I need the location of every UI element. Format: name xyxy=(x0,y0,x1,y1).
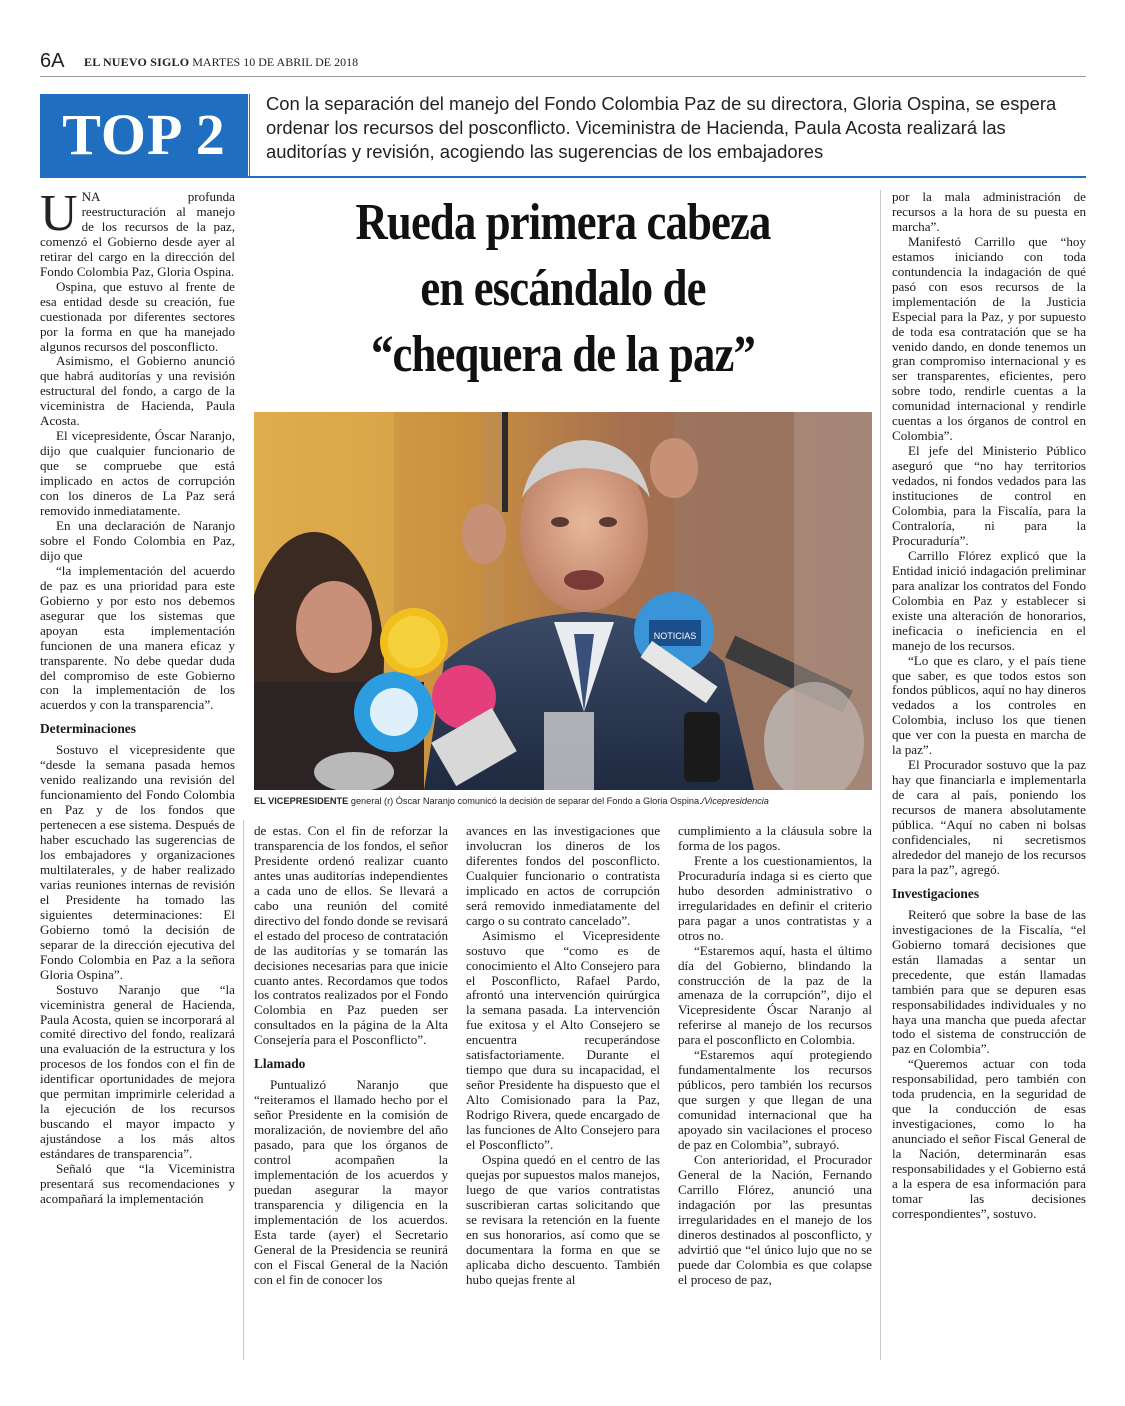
paragraph: “Lo que es claro, y el país tiene que saber, es que todos estos son fondos públicos, aquí no hay dineros vedados a los controles en Colombia, incluso los que tienen que ver con la puesta en marcha de la paz”. xyxy=(892,652,1086,758)
photo-caption xyxy=(254,796,872,806)
paragraph: “la implementación del acuerdo de paz es una prioridad para este Gobierno y por esto nos debemos asegurar que los sistemas que apoyan esta implementación funcionen de una manera eficaz y transparente. No debe quedar duda del compromiso de este Gobierno con la implementación de los acuerdos y con la transparencia”. xyxy=(40,562,235,713)
paragraph: El jefe del Ministerio Público aseguró que “no hay territorios vedados, ni fondos vedados para las instituciones de control en Colombia, para la Fiscalía, para la Contraloría, ni para la Procuraduría”. xyxy=(892,443,1086,548)
paragraph: Sostuvo el vicepresidente que “desde la semana pasada hemos venido realizando una revisión del funcionamiento del Fondo Colombia en Paz y de los fondos que pertenecen a ese sistema. Después de haber escuchado las sugerencias de los embajadores y organizaciones multilaterales, y de haber realizado varias reuniones internas de revisión el Presidente ha tomado las siguientes determinaciones: El Gobierno tomó la decisión de separar de la dirección ejecutiva del Fondo Colombia en Paz a la señora Gloria Ospina”. xyxy=(40,742,235,982)
paragraph: Ospina quedó en el centro de las quejas por supuestos malos manejos, luego de que varios contratistas suscribieran cartas solicitando que se revisara la retención en la fuente en sus honorarios, así como que se documentara la forma en que se aplicaba dicho descuento. También hubo quejas frente al xyxy=(466,1151,660,1287)
paragraph: Puntualizó Naranjo que “reiteramos el llamado hecho por el señor Presidente en la comisión de moralización, de noviembre del año pasado, para que los órganos de control acompañen la implementación de los acuerdos y puedan asegurar la mayor transparencia y diligencia en la implementación de los acuerdos. Esta tarde (ayer) el Secretario General de la Presidencia se reunirá con el Fiscal General de la Nación con el fin de conocer los xyxy=(254,1077,448,1287)
photo-illustration xyxy=(254,412,872,790)
mic-label: NOTICIAS xyxy=(653,631,697,641)
column-rule xyxy=(880,190,881,1360)
drop-cap: U xyxy=(40,185,78,242)
paragraph: Asimismo el Vicepresidente sostuvo que “como es de conocimiento el Alto Consejero para el Posconflicto, Rafael Pardo, afrontó una intervención quirúrgica la semana pasada. La intervención fue exitosa y el Alto Consejero se encuentra recuperándose satisfactoriamente. Durante el tiempo que dura su incapacidad, el señor Presidente ha dispuesto que el Alto Comisionado para la Paz, Rodrigo Rivera, quede encargado de las funciones de Alto Consejero para el Posconflicto”. xyxy=(466,927,660,1153)
headline-line-2: en escándalo de xyxy=(420,260,706,317)
photo-credit: /Vicepresidencia xyxy=(701,796,769,806)
headline-line-1: Rueda primera cabeza xyxy=(355,194,771,251)
paragraph: cumplimiento a la cláusula sobre la forma de los pagos. xyxy=(678,823,872,853)
paragraph: “Estaremos aquí, hasta el último día del Gobierno, blindando la construcción de la paz de la amenaza de la corrupción”, dijo el Vicepresidente Óscar Naranjo al referirse al manejo de los recursos para el posconflicto en Colombia. xyxy=(678,942,872,1048)
lead-paragraph: UNA profunda reestructuración al manejo de los recursos de la paz, comenzó el Gobierno desde ayer al retirar del cargo en la dirección del Fondo Colombia Paz, Gloria Ospina. xyxy=(40,185,235,279)
section-badge: TOP 2 xyxy=(40,94,248,176)
paragraph: Reiteró que sobre la base de las investigaciones de la Fiscalía, “el Gobierno tomará decisiones que están llamadas a sentar un precedente, que están llamadas también para que se depuren esas responsabilidades individuales y no haya una mancha que pueda afectar todo el sistema de construcción de paz en Colombia”. xyxy=(892,906,1086,1057)
article-column-3 xyxy=(466,824,660,1288)
paragraph: Manifestó Carrillo que “hoy estamos iniciando con toda contundencia la indagación de qué pasó con esos recursos de la implementación de la Justicia Especial para la Paz, y por supuesto de toda esa contratación que se ha venido dando, en donde tenemos un gran compromiso internacional y es ser transparentes, eficientes, pero sobre todo, rendirle cuentas a la comunidad internacional y rendirle cuentas a los órganos de control en Colombia”. xyxy=(892,233,1086,444)
subheading-investigaciones: Investigaciones xyxy=(892,885,980,901)
issue-date: MARTES 10 DE ABRIL DE 2018 xyxy=(192,55,359,69)
paragraph: Ospina, que estuvo al frente de esa entidad desde su creación, fue cuestionada por diferentes sectores por la forma en que ha manejado algunos recursos del posconflicto. xyxy=(40,278,235,354)
column-rule xyxy=(243,820,244,1360)
paragraph: por la mala administración de recursos a la hora de su puesta en marcha”. xyxy=(892,189,1086,234)
deck-rule xyxy=(40,176,1086,178)
paragraph: Señaló que “la Viceministra presentará sus recomendaciones y acompañará la implementación xyxy=(40,1161,235,1206)
paragraph: En una declaración de Naranjo sobre el Fondo Colombia en Paz, dijo que xyxy=(40,517,235,563)
paragraph: Frente a los cuestionamientos, la Procuraduría indaga si es cierto que hubo desorden administrativo o irregularidades en definir el criterio para pagar a unos contratistas y a otros no. xyxy=(678,852,872,943)
headline-line-3: “chequera de la paz” xyxy=(370,326,756,383)
paragraph: Asimismo, el Gobierno anunció que habrá auditorías y una revisión estructural del fondo, a cargo de la viceministra de Hacienda, Paula Acosta. xyxy=(40,353,235,429)
paragraph: “Queremos actuar con toda responsabilidad, pero también con toda prudencia, en la seguridad de que la conducción de esas investigaciones, como lo ha anunciado el señor Fiscal General de la Nación, determinarán esas responsabilidades y el Gobierno está a la espera de esa información para tomar las decisiones correspondientes”, sostuvo. xyxy=(892,1056,1086,1221)
news-photo xyxy=(254,412,872,790)
deck-divider xyxy=(249,94,250,176)
article-column-4 xyxy=(678,824,872,1288)
article-column-2 xyxy=(254,824,448,1288)
caption-text: general (r) Óscar Naranjo comunicó la decisión de separar del Fondo a Gloria Ospina. xyxy=(348,796,702,806)
article-column-5 xyxy=(892,190,1086,1222)
paragraph: El vicepresidente, Óscar Naranjo, dijo que cualquier funcionario de que se compruebe que está implicado en actos de corrupción con los dineros de La Paz será removido inmediatamente. xyxy=(40,428,235,519)
header-rule xyxy=(40,76,1086,77)
subheading-llamado: Llamado xyxy=(254,1056,306,1072)
headline xyxy=(297,190,828,388)
masthead xyxy=(84,55,358,70)
paragraph: Sostuvo Naranjo que “la viceministra general de Hacienda, Paula Acosta, quien se incorporará al comité directivo del fondo, realizará una evaluación de la estructura y los procesos de los fondos con el fin de identificar oportunidades de mejora que permitan imprimirle celeridad a la ejecución de los recursos buscando el mayor impacto y ajustándose a los más altos estándares de transparencia”. xyxy=(40,981,235,1162)
paragraph: Con anterioridad, el Procurador General de la Nación, Fernando Carrillo Flórez, anunció una indagación por las presuntas irregularidades en el manejo de los dineros destinados al posconflicto, y advirtió que “el único lujo que no se puede dar Colombia es que colapse el proceso de paz, xyxy=(678,1151,872,1287)
page-number: 6A xyxy=(40,50,65,72)
paragraph: “Estaremos aquí protegiendo fundamentalmente los recursos públicos, pero también los recursos que surgen y que llegan de una comunidad internacional que ha apoyado sin vacilaciones el proceso de paz en Colombia”, subrayó. xyxy=(678,1047,872,1153)
article-deck: Con la separación del manejo del Fondo Colombia Paz de su directora, Gloria Ospina, se espera ordenar los recursos del posconflicto. Viceministra de Hacienda, Paula Acosta realizará las auditorías y revisión, acogiendo las sugerencias de los embajadores xyxy=(266,93,1057,162)
paragraph: de estas. Con el fin de reforzar la transparencia de los fondos, el señor Presidente ordenó realizar cuanto antes unas auditorías independientes a cada uno de ellos. Se llevará a cabo una reunión del comité directivo del fondo donde se revisará el estado del proceso de contratación de las auditorías y se tomarán las decisiones necesarias para que inicie cuanto antes. Recordamos que todos los contratos realizados por el Fondo Colombia en Paz pueden ser consultados en la página de la Alta Consejería para el Posconflicto”. xyxy=(254,823,448,1048)
caption-lead: EL VICEPRESIDENTE xyxy=(254,796,349,806)
paragraph: Carrillo Flórez explicó que la Entidad inició indagación preliminar para analizar los contratos del Fondo Colombia en Paz y establecer si existe una alteración de honorarios, ineficacia o ineficiencia en el manejo de los recursos. xyxy=(892,547,1086,653)
publication-name: EL NUEVO SIGLO xyxy=(84,55,190,69)
article-column-1 xyxy=(40,185,235,1207)
paragraph: El Procurador sostuvo que la paz hay que financiarla e implementarla de cara al país, poniendo los recursos de manera absolutamente pública. “Aquí no caben ni bolsas confidenciales, ni secretismos alrededor del manejo de los recursos para la paz”, agregó. xyxy=(892,757,1086,877)
paragraph: avances en las investigaciones que involucran los dineros de los diferentes fondos del posconflicto. Cualquier funcionario o contratista implicado en actos de corrupción será removido inmediatamente del cargo o su contrato cancelado”. xyxy=(466,823,660,928)
subheading-determinaciones: Determinaciones xyxy=(40,721,136,737)
